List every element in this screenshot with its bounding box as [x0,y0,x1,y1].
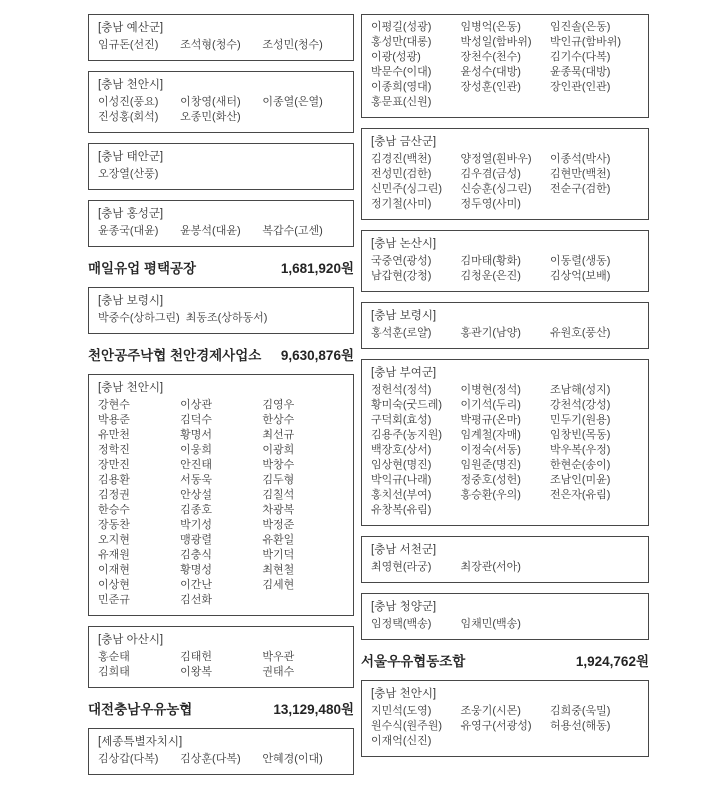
member-row [98,593,344,608]
region-label: [충남 논산시] [371,238,437,250]
member-name: 신승훈(싱그린) [460,183,532,195]
member-name: 윤성수(대방) [460,66,521,78]
member-name: 이정숙(서동) [460,444,521,456]
region-box [361,680,649,757]
org-amount: 1,924,762원 [575,654,649,669]
member-name: 유재원 [98,549,130,561]
region-box [88,287,354,334]
member-name: 국중연(광성) [371,255,432,267]
member-name: 한승수 [98,504,130,516]
member-name: 최동조(상하동서) [185,312,268,324]
member-name: 차광복 [262,504,295,516]
member-name: 김경진(백천) [371,153,432,165]
org-name: 대전충남우유농협 [88,702,193,717]
member-name: 홍승환(우의) [460,489,521,501]
member-name: 박문수(이대) [371,66,432,78]
member-row [98,563,344,578]
member-name: 복갑수(고센) [262,225,323,237]
member-name: 박우관 [262,651,295,663]
member-row [98,488,344,503]
member-name: 전은자(유림) [550,489,611,501]
member-name: 오지현 [98,534,130,546]
member-name: 김정권 [98,489,130,501]
member-name: 김청운(은진) [460,270,521,282]
member-name: 장천수(천수) [460,51,521,63]
member-name: 김상훈(다복) [180,753,241,765]
member-name: 임창빈(목동) [550,429,611,441]
member-name: 이평길(성광) [371,21,432,33]
org-name: 서울우유협동조합 [361,654,466,669]
member-row [98,224,344,239]
member-name: 김우겸(금성) [460,168,521,180]
member-name: 김용주(농지원) [371,429,443,441]
member-row [371,182,639,197]
member-row [98,428,344,443]
member-name: 홍치선(부여) [371,489,432,501]
member-name: 이창영(새터) [180,96,241,108]
member-row [371,617,639,632]
member-row [371,443,639,458]
region-box [361,593,649,640]
member-name: 전순구(검한) [550,183,611,195]
member-name: 홍석훈(로얄) [371,327,432,339]
member-row [371,167,639,182]
member-row [371,473,639,488]
member-name: 임채민(백송) [460,618,521,630]
region-label: [충남 청양군] [371,601,437,613]
org-amount: 1,681,920원 [280,261,354,276]
region-label: [충남 보령시] [371,310,437,322]
member-name: 원수식(원주원) [371,720,443,732]
member-name: 이왕복 [180,666,213,678]
member-name: 맹광렬 [180,534,213,546]
member-name: 황미숙(굿드레) [371,399,443,411]
region-box [88,143,354,190]
member-name: 정두영(사미) [460,198,521,210]
region-label: [충남 천안시] [371,688,437,700]
member-name: 이광희 [262,444,295,456]
member-name: 한상수 [262,414,295,426]
member-row [98,95,344,110]
member-name: 임진솔(은동) [550,21,611,33]
member-row [371,458,639,473]
member-row [371,65,639,80]
region-box [88,71,354,133]
member-name: 김영우 [262,399,295,411]
member-name: 이병현(정석) [460,384,521,396]
member-name: 박평규(온마) [460,414,521,426]
member-name: 이종희(영대) [371,81,432,93]
member-name: 김두형 [262,474,295,486]
member-row [371,95,639,110]
member-name: 최영현(라궁) [371,561,432,573]
member-name: 홍문표(신원) [371,96,432,108]
member-row [371,254,639,269]
member-name: 홍순태 [98,651,130,663]
member-name: 이상관 [180,399,213,411]
member-row [371,20,639,35]
member-name: 임계철(자매) [460,429,521,441]
member-name: 박우복(우정) [550,444,611,456]
member-name: 박인규(함바위) [550,36,622,48]
member-name: 김기수(다복) [550,51,611,63]
member-name: 조성민(청수) [262,39,323,51]
member-name: 윤종국(대윤) [98,225,159,237]
member-name: 이종열(은열) [262,96,323,108]
member-name: 이기석(두리) [460,399,521,411]
region-box [361,14,649,118]
member-name: 지민석(도영) [371,705,432,717]
region-box [361,302,649,349]
region-box [361,536,649,583]
member-name: 유창복(유림) [371,504,432,516]
member-row [98,398,344,413]
member-name: 전성민(검한) [371,168,432,180]
member-name: 이성진(풍요) [98,96,159,108]
member-name: 박성일(함바위) [460,36,532,48]
region-box [361,230,649,292]
member-name: 임정택(백송) [371,618,432,630]
member-row [98,665,344,680]
member-name: 박창수 [262,459,295,471]
member-name: 최장관(서아) [460,561,521,573]
org-heading [88,257,354,277]
member-name: 황명서 [180,429,213,441]
region-label: [충남 천안시] [98,79,164,91]
region-box [88,14,354,61]
member-row [371,428,639,443]
member-name: 임병억(은동) [460,21,521,33]
org-amount: 13,129,480원 [273,702,354,717]
member-name: 이광(성광) [371,51,421,63]
member-name: 이종석(박사) [550,153,611,165]
member-name: 이상현 [98,579,130,591]
member-row [371,719,639,734]
member-name: 구덕회(효성) [371,414,432,426]
member-name: 오장열(산풍) [98,168,159,180]
org-heading [361,650,649,670]
region-box [88,374,354,616]
member-name: 유환일 [262,534,295,546]
member-name: 민준규 [98,594,130,606]
member-row [98,548,344,563]
member-name: 장인관(인관) [550,81,611,93]
member-name: 김희중(욱밀) [550,705,611,717]
member-name: 한현순(송이) [550,459,611,471]
org-amount: 9,630,876원 [280,348,354,363]
member-name: 최선규 [262,429,295,441]
member-name: 유원호(풍산) [550,327,611,339]
member-name: 김충식 [180,549,213,561]
member-row [371,503,639,518]
member-name: 민두기(원용) [550,414,611,426]
member-name: 김희태 [98,666,130,678]
member-row [98,443,344,458]
member-name: 이재억(신진) [371,735,432,747]
member-name: 조웅기(시몬) [460,705,521,717]
member-name: 장만진 [98,459,130,471]
member-row [98,413,344,428]
member-row [98,311,344,326]
member-name: 장성훈(인관) [460,81,521,93]
member-name: 황명성 [180,564,213,576]
member-name: 박정준 [262,519,295,531]
member-row [98,458,344,473]
member-row [371,560,639,575]
member-name: 장동찬 [98,519,130,531]
member-row [371,398,639,413]
member-name: 조석형(청수) [180,39,241,51]
member-row [98,752,344,767]
member-name: 서동욱 [180,474,213,486]
member-name: 조남해(성지) [550,384,611,396]
member-name: 박기성 [180,519,213,531]
member-name: 신민주(싱그린) [371,183,443,195]
region-box [88,200,354,247]
org-heading [88,698,354,718]
region-box [88,728,354,775]
member-row [371,269,639,284]
member-name: 홍성만(대롱) [371,36,432,48]
member-row [98,473,344,488]
member-name: 임규돈(선진) [98,39,159,51]
member-name: 정기철(사미) [371,198,432,210]
member-name: 최현철 [262,564,295,576]
member-name: 김현만(백천) [550,168,611,180]
member-name: 정학진 [98,444,130,456]
member-name: 박중수(상하그린) [98,312,180,324]
member-name: 유만천 [98,429,130,441]
org-name: 천안공주낙협 천안경제사업소 [88,348,262,363]
member-row [98,110,344,125]
member-name: 박익규(나래) [371,474,432,486]
region-label: [충남 아산시] [98,634,164,646]
member-name: 윤종묵(대방) [550,66,611,78]
member-name: 김상억(보배) [550,270,611,282]
member-name: 안혜경(이대) [262,753,323,765]
member-name: 김덕수 [180,414,213,426]
member-name: 김용환 [98,474,130,486]
member-name: 김칠석 [262,489,295,501]
region-box [361,359,649,526]
member-name: 강천석(강성) [550,399,611,411]
member-row [371,197,639,212]
member-name: 박기덕 [262,549,295,561]
region-label: [충남 금산군] [371,136,437,148]
member-row [371,80,639,95]
member-name: 김종호 [180,504,213,516]
column-left [88,14,354,785]
member-name: 김마태(황화) [460,255,521,267]
member-name: 강현수 [98,399,130,411]
member-row [371,152,639,167]
region-label: [충남 부여군] [371,367,437,379]
member-row [98,578,344,593]
member-name: 박용준 [98,414,130,426]
org-name: 매일유업 평택공장 [88,261,197,276]
region-label: [세종특별자치시] [98,736,183,748]
member-name: 조남인(미윤) [550,474,611,486]
region-label: [충남 보령시] [98,295,164,307]
member-name: 김태헌 [180,651,213,663]
member-name: 이재현 [98,564,130,576]
member-row [98,650,344,665]
member-name: 임원준(명진) [460,459,521,471]
member-name: 이간난 [180,579,213,591]
member-row [371,35,639,50]
member-name: 정중호(성헌) [460,474,521,486]
member-row [371,50,639,65]
member-name: 양정열(흰바우) [460,153,532,165]
member-row [98,167,344,182]
member-name: 윤봉석(대윤) [180,225,241,237]
member-row [371,704,639,719]
member-name: 허용선(해동) [550,720,611,732]
member-name: 이동렬(생동) [550,255,611,267]
member-name: 유영구(서광성) [460,720,532,732]
member-row [98,38,344,53]
region-label: [충남 예산군] [98,22,164,34]
member-name: 이웅희 [180,444,213,456]
member-name: 오종민(화산) [180,111,241,123]
member-row [98,533,344,548]
region-label: [충남 태안군] [98,151,164,163]
region-box [88,626,354,688]
member-row [98,503,344,518]
member-name: 임상현(명진) [371,459,432,471]
region-label: [충남 홍성군] [98,208,164,220]
member-name: 김상갑(다복) [98,753,159,765]
member-name: 안상설 [180,489,213,501]
member-name: 홍관기(남양) [460,327,521,339]
member-name: 김선화 [180,594,213,606]
member-row [371,734,639,749]
region-box [361,128,649,220]
member-name: 안진태 [180,459,213,471]
member-name: 진성홍(회석) [98,111,159,123]
member-name: 백장호(상서) [371,444,432,456]
member-name: 남갑현(강청) [371,270,432,282]
region-label: [충남 천안시] [98,382,164,394]
member-row [98,518,344,533]
member-row [371,383,639,398]
member-name: 김세현 [262,579,295,591]
column-right [361,14,649,767]
region-label: [충남 서천군] [371,544,437,556]
member-row [371,326,639,341]
org-heading [88,344,354,364]
member-row [371,413,639,428]
member-row [371,488,639,503]
member-name: 정헌석(정석) [371,384,432,396]
member-name: 권태수 [262,666,295,678]
